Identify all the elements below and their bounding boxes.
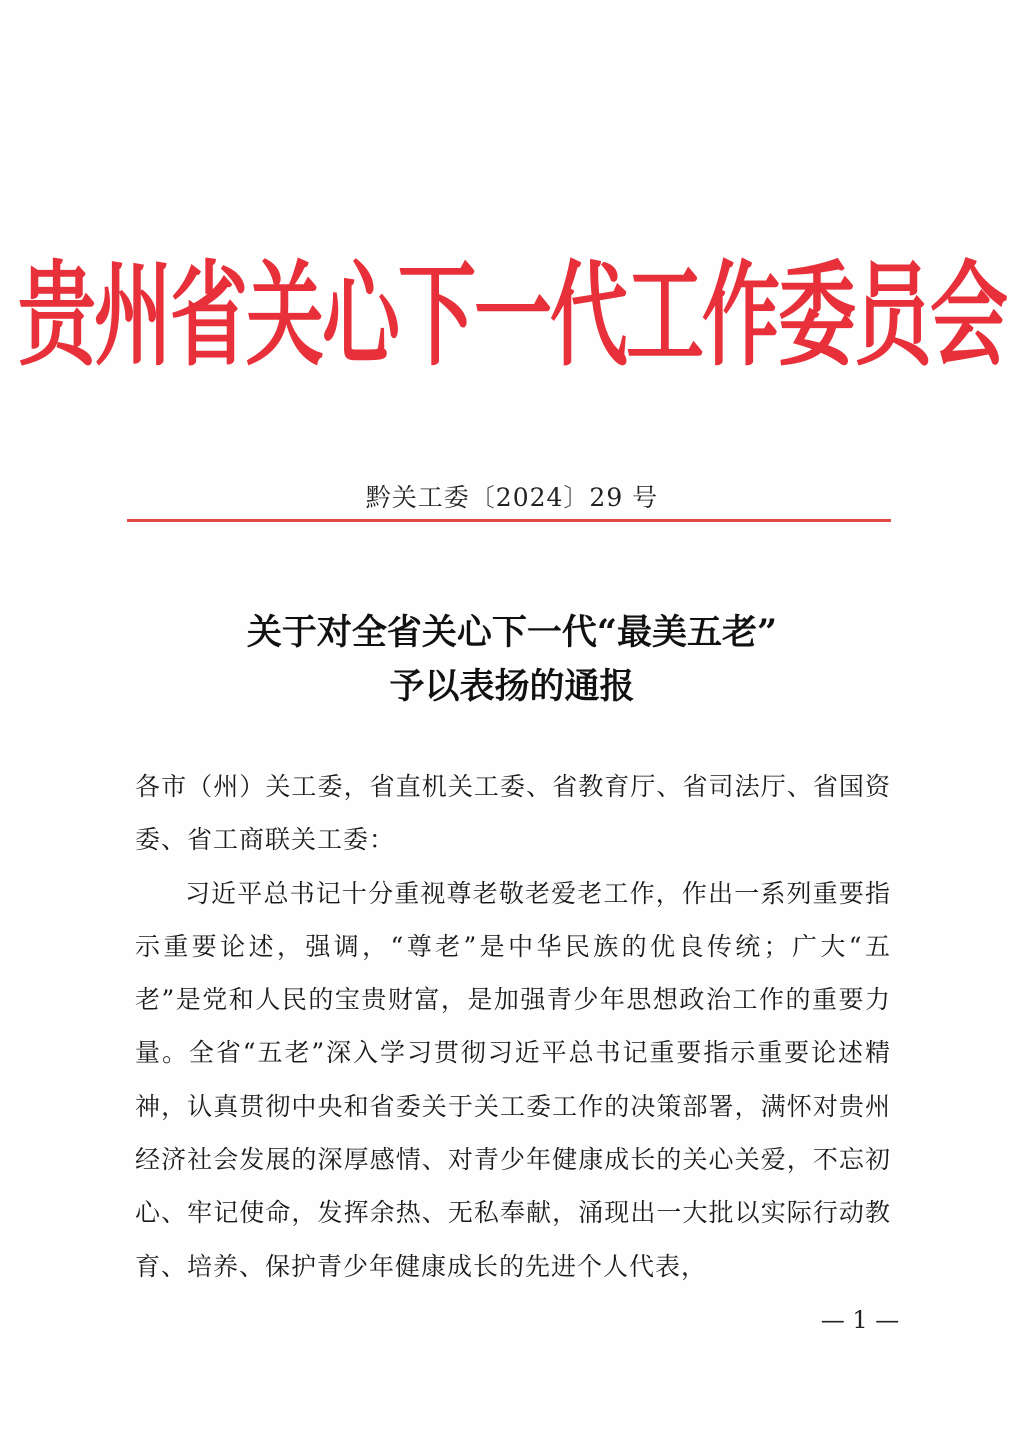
organization-header: 贵州省关心下一代工作委员会: [17, 251, 1006, 382]
title-line-1: 关于对全省关心下一代“最美五老”: [246, 612, 778, 653]
red-divider-line: [127, 519, 891, 522]
document-number: 黔关工委〔2024〕29 号: [365, 483, 659, 512]
body-paragraph: 习近平总书记十分重视尊老敬老爱老工作，作出一系列重要指示重要论述，强调，“尊老”是中华民族的优良传统；广大“五老”是党和人民的宝贵财富，是加强青少年思想政治工作的重要力量。全省“五老”深入学习贯彻习近平总书记重要指示重要论述精神，认真贯彻中央和省委关于关工委工作的决策部署，满怀对贵州经济社会发展的深厚感情、对青少年健康成长的关心关爱，不忘初心、牢记使命，发挥余热、无私奉献，涌现出一大批以实际行动教育、培养、保护青少年健康成长的先进个人代表，: [135, 878, 891, 1281]
document-title: [0, 606, 1024, 714]
page-number: — 1 —: [820, 1306, 900, 1334]
title-line-2: 予以表扬的通报: [389, 666, 635, 707]
document-body: [135, 760, 891, 1293]
salutation: 各市（州）关工委，省直机关工委、省教育厅、省司法厅、省国资委、省工商联关工委：: [135, 772, 891, 855]
